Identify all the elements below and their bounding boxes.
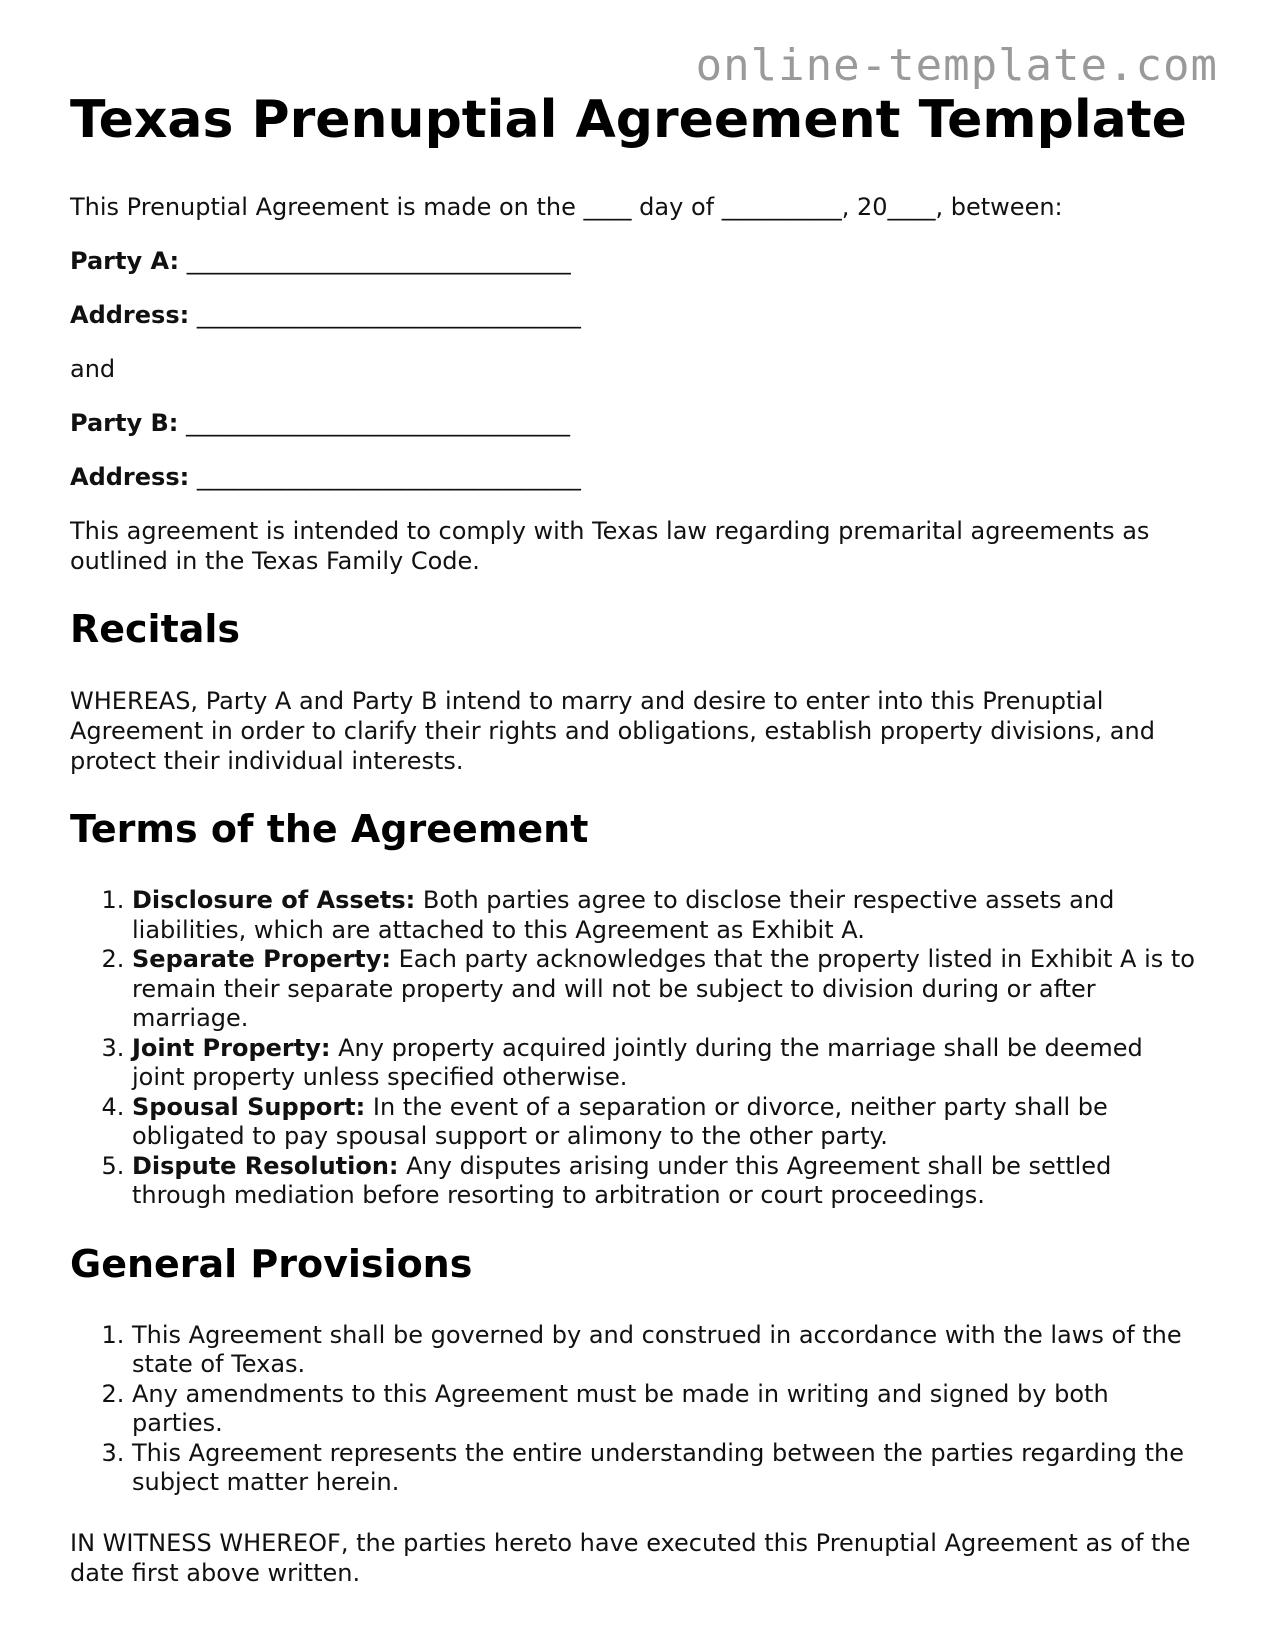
recitals-heading: Recitals [70, 607, 241, 651]
party-b-label: Party B: [70, 409, 179, 437]
party-a-label: Party A: [70, 247, 180, 275]
term-text: Each party acknowledges that the property listed in Exhibit A is to remain their separate property and will not be subject to division during or after marriage. [132, 945, 1195, 1032]
address-a-blank: ________________________________ [196, 301, 581, 329]
list-item [132, 1152, 1200, 1211]
party-a-field [70, 246, 1200, 276]
address-b-label: Address: [70, 463, 190, 491]
term-label: Joint Property: [132, 1033, 331, 1062]
list-item [132, 1034, 1200, 1093]
document-page [70, 84, 1200, 1588]
list-item [132, 1093, 1200, 1152]
watermark: online-template.com [695, 40, 1218, 91]
address-a-field [70, 300, 1200, 330]
party-b-blank: ________________________________ [185, 409, 570, 437]
intro-paragraph: This Prenuptial Agreement is made on the ____ day of __________, 20____, between: [70, 193, 1063, 221]
party-a-blank: ________________________________ [186, 247, 571, 275]
term-text: Both parties agree to disclose their respective assets and liabilities, which are attached to this Agreement as Exhibit A. [132, 886, 1115, 944]
witness-paragraph: IN WITNESS WHEREOF, the parties hereto have executed this Prenuptial Agreement as of the date first above written. [70, 1528, 1191, 1587]
term-text: Any disputes arising under this Agreement shall be settled through mediation before resorting to arbitration or court proceedings. [132, 1151, 1112, 1209]
list-item: 2. Any amendments to this Agreement must be made in writing and signed by both parties. [132, 1380, 1200, 1439]
terms-heading: Terms of the Agreement [70, 807, 589, 851]
address-b-field [70, 462, 1200, 492]
page-title: Texas Prenuptial Agreement Template [70, 90, 1187, 150]
terms-list [70, 886, 1200, 1211]
and-text: and [70, 355, 116, 383]
term-label: Separate Property: [132, 945, 391, 973]
general-provisions-heading: General Provisions [70, 1241, 473, 1286]
list-item: 1. This Agreement shall be governed by and construed in accordance with the laws of the state of Texas. [132, 1321, 1200, 1380]
list-item [132, 886, 1200, 945]
term-label: Spousal Support: [132, 1092, 366, 1121]
term-text: In the event of a separation or divorce, neither party shall be obligated to pay spousal support or alimony to the other party. [132, 1092, 1108, 1150]
address-b-blank: ________________________________ [196, 463, 581, 491]
recitals-paragraph: WHEREAS, Party A and Party B intend to marry and desire to enter into this Prenuptial Agreement in order to clarify their rights and obligations, establish property divisions, and protect their individual interests. [70, 687, 1155, 775]
general-provisions-list [70, 1321, 1200, 1498]
list-item: 3. This Agreement represents the entire understanding between the parties regarding the subject matter herein. [132, 1439, 1200, 1498]
term-label: Disclosure of Assets: [132, 886, 416, 914]
list-item [132, 945, 1200, 1034]
address-a-label: Address: [70, 301, 190, 329]
term-text: Any property acquired jointly during the marriage shall be deemed joint property unless specified otherwise. [132, 1033, 1143, 1091]
compliance-paragraph: This agreement is intended to comply with Texas law regarding premarital agreements as outlined in the Texas Family Code. [70, 517, 1150, 575]
party-b-field [70, 408, 1200, 438]
term-label: Dispute Resolution: [132, 1151, 399, 1180]
